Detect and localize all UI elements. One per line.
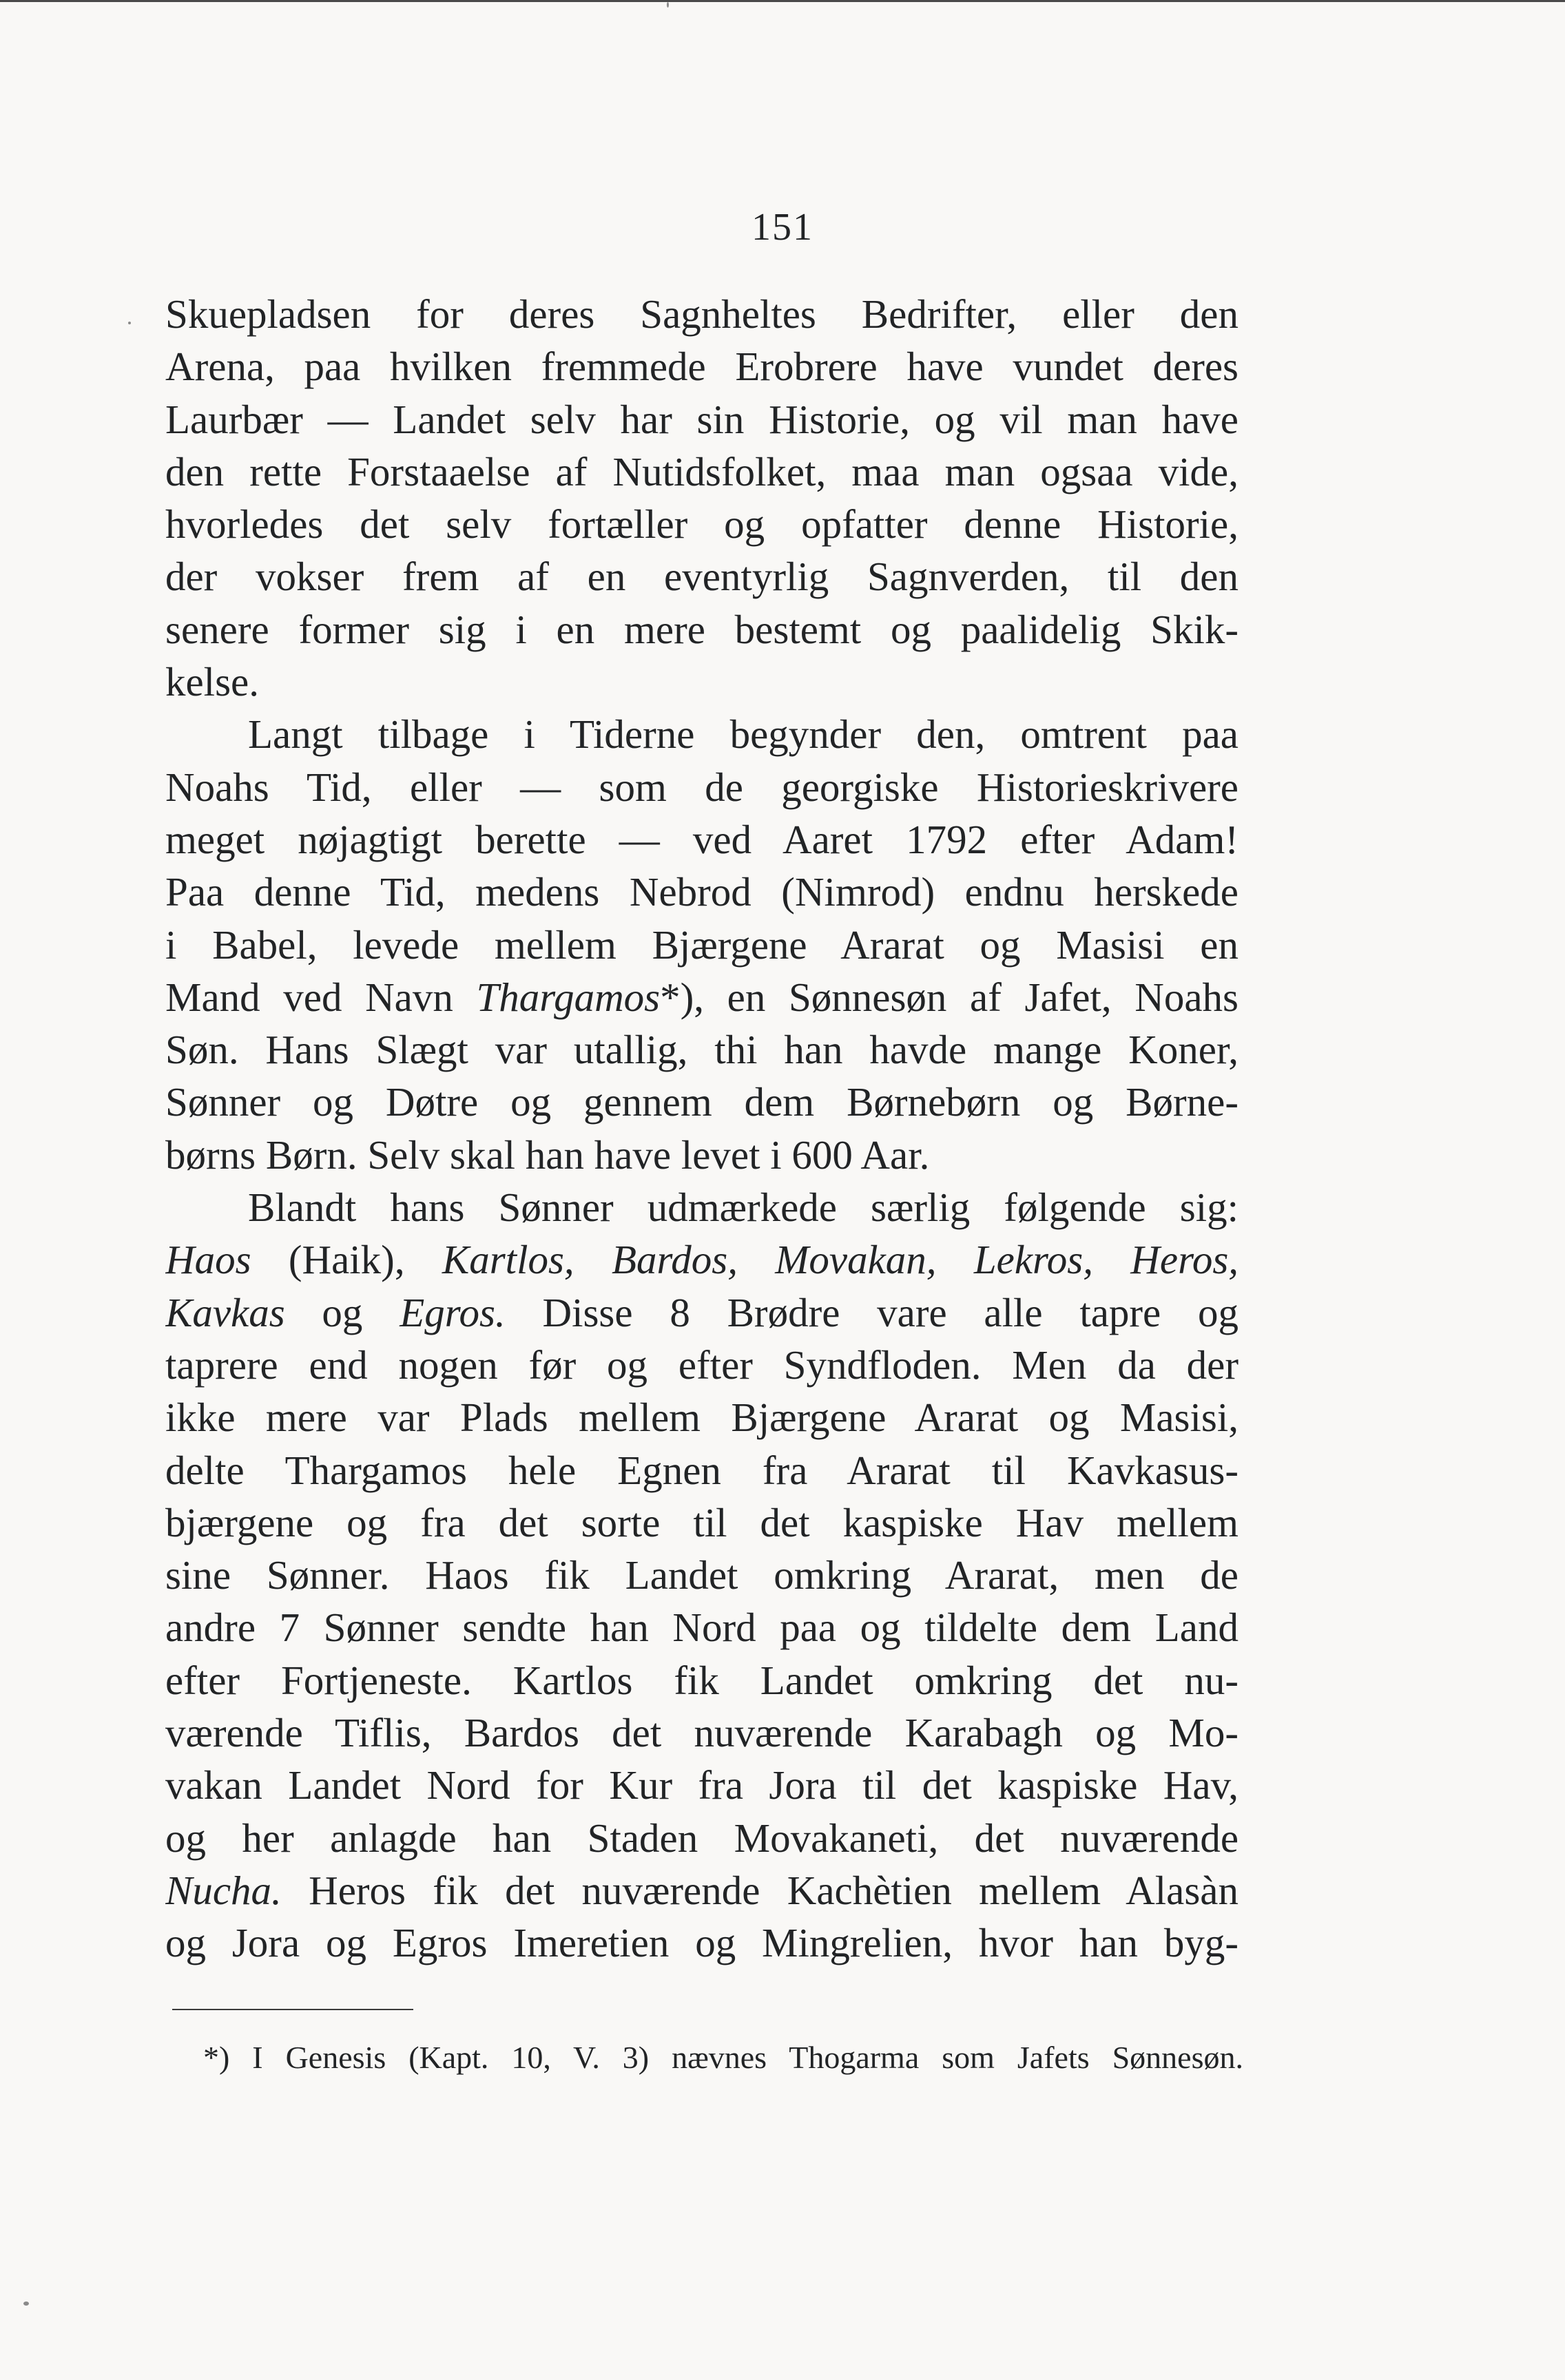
text-line [165,1286,1238,1339]
text-line: senere former sig i en mere bestemt og paalidelig Skik- [165,606,1238,652]
paper-speck [128,322,131,324]
italic-name: Haos [165,1237,251,1283]
text-run: og [284,1289,400,1335]
body-text [165,288,1238,1970]
text-line: Søn. Hans Slægt var utallig, thi han havde mange Koner, [165,1027,1238,1073]
text-line: der vokser frem af en eventyrlig Sagnverden, til den [165,554,1238,600]
text-run: (Haik), [251,1237,442,1283]
footnote-rule [172,2009,413,2010]
italic-name: Kartlos, [442,1237,574,1283]
text-line: kelse. [165,659,259,705]
page-number: 151 [752,206,813,249]
text-line: Paa denne Tid, medens Nebrod (Nimrod) endnu herskede [165,869,1238,915]
italic-name: Heros, [1130,1237,1238,1283]
italic-name: Kavkas [165,1289,285,1335]
text-run: Disse 8 Brødre vare alle tapre og [505,1289,1238,1335]
italic-name: Bardos, [611,1237,738,1283]
text-line: og her anlagde han Staden Movakaneti, det nuværende [165,1815,1238,1861]
text-line: Arena, paa hvilken fremmede Erobrere have vundet deres [165,344,1238,390]
text-run: Heros fik det nuværende Kachètien mellem Alasàn [281,1867,1238,1913]
text-line: andre 7 Sønner sendte han Nord paa og tildelte dem Land [165,1605,1238,1651]
text-line [165,1864,1238,1917]
text-run [1093,1237,1130,1282]
text-run [574,1237,612,1282]
text-line: Langt tilbage i Tiderne begynder den, omtrent paa [248,711,1238,758]
text-line: Sønner og Døtre og gennem dem Børnebørn og Børne- [165,1079,1238,1125]
text-run: Mand ved Navn [165,974,477,1020]
text-line: bjærgene og fra det sorte til det kaspiske Hav mellem [165,1499,1238,1545]
text-line [165,971,1238,1023]
italic-name: Nucha. [165,1867,282,1913]
page-top-edge [0,0,1565,2]
italic-name: Movakan, [775,1237,937,1283]
text-run [937,1237,974,1282]
text-line: taprere end nogen før og efter Syndfloden. Men da der [165,1342,1238,1388]
text-line: og Jora og Egros Imeretien og Mingrelien, hvor han byg- [165,1920,1238,1966]
text-line: den rette Forstaaelse af Nutidsfolket, maa man ogsaa vide, [165,448,1238,494]
text-line: værende Tiflis, Bardos det nuværende Karabagh og Mo- [165,1710,1238,1756]
paper-speck [667,2,669,8]
text-line: Noahs Tid, eller — som de georgiske Historieskrivere [165,764,1238,810]
text-run [738,1237,775,1282]
text-line [165,1233,1238,1286]
text-line: vakan Landet Nord for Kur fra Jora til det kaspiske Hav, [165,1762,1238,1808]
text-line: i Babel, levede mellem Bjærgene Ararat og Masisi en [165,921,1238,968]
italic-name: Thargamos [476,974,661,1020]
text-line: delte Thargamos hele Egnen fra Ararat til Kavkasus- [165,1447,1238,1493]
italic-name: Lekros, [973,1237,1093,1283]
text-line: børns Børn. Selv skal han have levet i 600 Aar. [165,1131,930,1178]
text-line: Skuepladsen for deres Sagnheltes Bedrifter, eller den [165,291,1238,337]
text-line: meget nøjagtigt berette — ved Aaret 1792 efter Adam! [165,816,1238,862]
text-line: sine Sønner. Haos fik Landet omkring Ararat, men de [165,1552,1238,1598]
text-line: Laurbær — Landet selv har sin Historie, og vil man have [165,396,1238,442]
text-line: efter Fortjeneste. Kartlos fik Landet omkring det nu- [165,1657,1238,1703]
italic-name: Egros. [400,1289,506,1335]
paper-speck [23,2301,29,2306]
text-line: ikke mere var Plads mellem Bjærgene Ararat og Masisi, [165,1395,1238,1441]
text-line: hvorledes det selv fortæller og opfatter denne Historie, [165,501,1238,547]
text-line: Blandt hans Sønner udmærkede særlig følgende sig: [248,1184,1238,1231]
footnote: *) I Genesis (Kapt. 10, V. 3) nævnes Thogarma som Jafets Sønnesøn. [203,2040,1243,2075]
text-run: *), en Sønnesøn af Jafet, Noahs [660,974,1238,1020]
